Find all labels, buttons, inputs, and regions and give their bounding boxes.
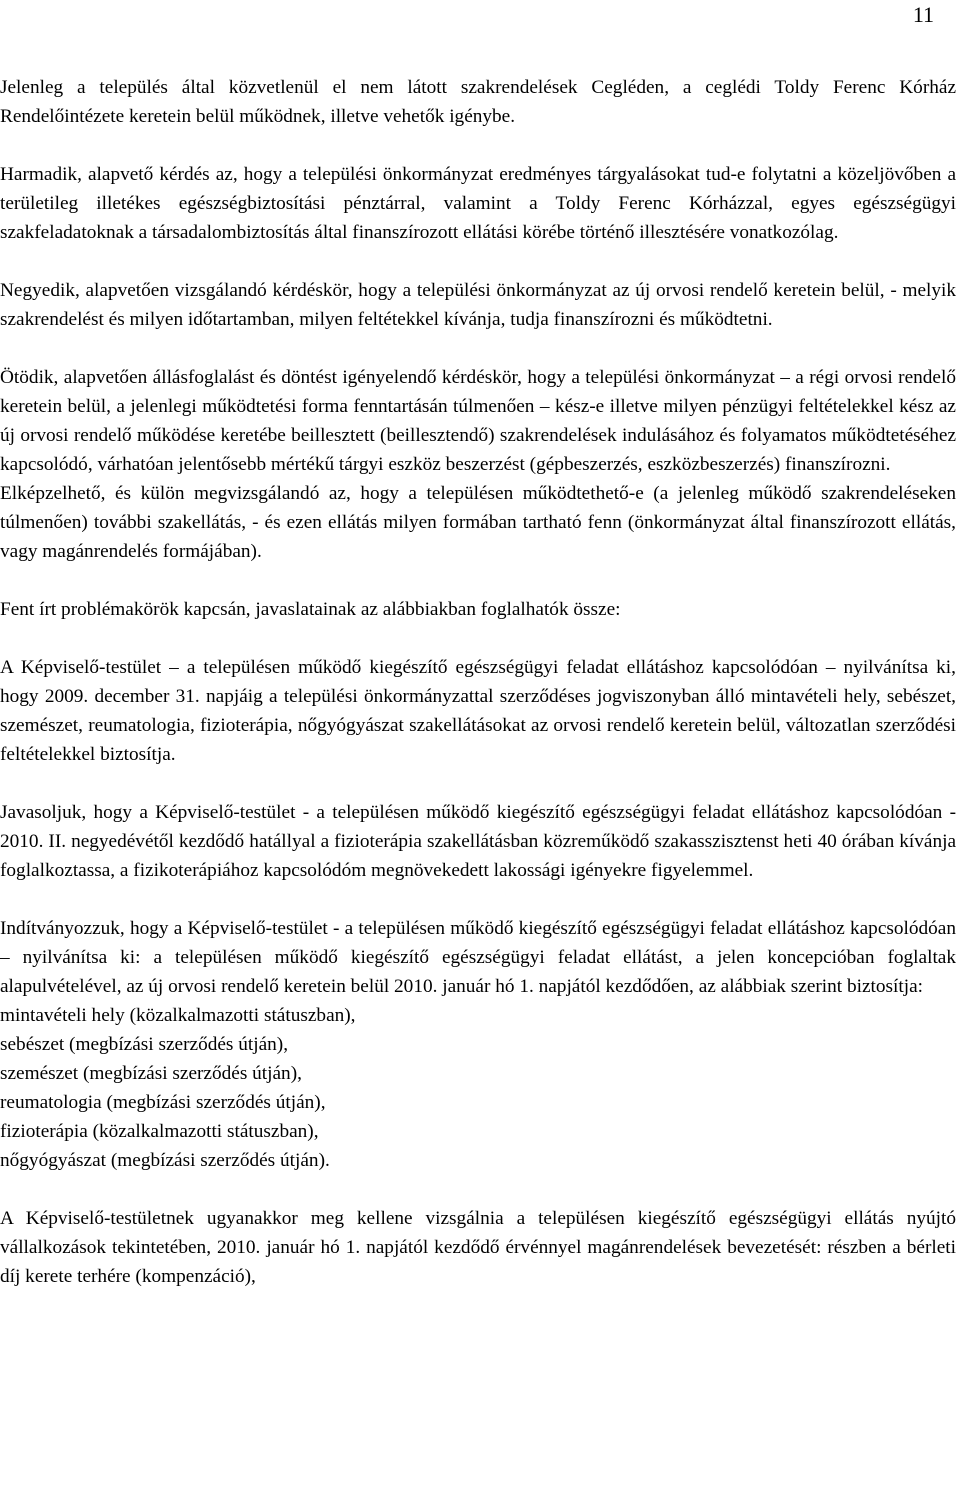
paragraph-private-practice: A Képviselő-testületnek ugyanakkor meg kellene vizsgálnia a településen kiegészítő egészségügyi ellátás nyújtó vállalkozások tekintetében, 2010. január hó 1. napjától kezdődő érvénnyel magánrendelések bevezetését: részben a bérleti díj kerete terhére (kompenzáció),: [0, 1208, 956, 1287]
paragraph-proposals-intro: Fent írt problémakörök kapcsán, javaslatainak az alábbiakban foglalhatók össze:: [0, 599, 621, 620]
list-item: fizioterápia (közalkalmazotti státuszban),: [0, 1121, 319, 1142]
paragraph-third-question: Harmadik, alapvető kérdés az, hogy a települési önkormányzat eredményes tárgyalásokat tud-e folytatni a közeljövőben a területileg illetékes egészségbiztosítási pénztárral, valamint a Toldy Ferenc Kórházzal, egyes egészségügyi szakfeladatoknak a társadalombiztosítás által finanszírozott ellátási körébe történő illesztésére vonatkozólag.: [0, 164, 956, 243]
paragraph-proposal-2010: Indítványozzuk, hogy a Képviselő-testület - a településen működő kiegészítő egészségügyi feladat ellátáshoz kapcsolódóan – nyilvánítsa ki: a településen működő kiegészítő egészségügyi feladat ellátást, a jelen koncepcióban foglaltak alapulvételével, az új orvosi rendelő keretein belül 2010. január hó 1. napjától kezdődően, az alábbiak szerint biztosítja:: [0, 918, 956, 997]
list-item: nőgyógyászat (megbízási szerződés útján).: [0, 1150, 330, 1171]
page-number: 11: [912, 2, 934, 27]
list-item: reumatologia (megbízási szerződés útján),: [0, 1092, 326, 1113]
list-item: szemészet (megbízási szerződés útján),: [0, 1063, 302, 1084]
paragraph-current-services: Jelenleg a település által közvetlenül el nem látott szakrendelések Cegléden, a ceglédi Toldy Ferenc Kórház Rendelőintézete keretein belül működnek, illetve vehetők igénybe.: [0, 77, 956, 127]
paragraph-additional-care: Elképzelhető, és külön megvizsgálandó az, hogy a településen működtethető-e (a jelenleg működő szakrendeléseken túlmenően) további szakellátás, - és ezen ellátás milyen formában tartható fenn (önkormányzat által finanszírozott ellátás, vagy magánrendelés formájában).: [0, 483, 956, 562]
list-item: sebészet (megbízási szerződés útján),: [0, 1034, 289, 1055]
paragraph-proposal-2009: A Képviselő-testület – a településen működő kiegészítő egészségügyi feladat ellátáshoz kapcsolódóan – nyilvánítsa ki, hogy 2009. december 31. napjáig a települési önkormányzattal szerződéses jogviszonyban álló mintavételi hely, sebészet, szemészet, reumatologia, fizioterápia, nőgyógyászat szakellátásokat az orvosi rendelő keretein belül, változatlan szerződési feltételekkel biztosítja.: [0, 657, 956, 765]
list-item: mintavételi hely (közalkalmazotti státuszban),: [0, 1005, 356, 1026]
services-list: [0, 1001, 956, 1175]
paragraph-proposal-physiotherapy: Javasoljuk, hogy a Képviselő-testület - a településen működő kiegészítő egészségügyi feladat ellátáshoz kapcsolódóan - 2010. II. negyedévétől kezdődő hatállyal a fizioterápia szakellátásban közreműködő szakasszisztenst heti 40 órában kívánja foglalkoztassa, a fizikoterápiához kapcsolódóm megnövekedett lakossági igényekre figyelemmel.: [0, 802, 956, 881]
paragraph-fourth-question: Negyedik, alapvetően vizsgálandó kérdéskör, hogy a települési önkormányzat az új orvosi rendelő keretein belül, - melyik szakrendelést és milyen időtartamban, milyen feltétekkel kívánja, tudja finanszírozni és működtetni.: [0, 280, 956, 330]
paragraph-fifth-question: Ötödik, alapvetően állásfoglalást és döntést igényelendő kérdéskör, hogy a települési önkormányzat – a régi orvosi rendelő keretein belül, a jelenlegi működtetési forma fenntartásán túlmenően – kész-e illetve milyen pénzügyi feltételekkel kész az új orvosi rendelő működése keretébe beillesztett (beillesztendő) szakrendelések indulásához és folyamatos működtetéséhez kapcsolódó, várhatóan jelentősebb mértékű tárgyi eszköz beszerzést (gépbeszerzés, eszközbeszerzés) finanszírozni.: [0, 367, 956, 475]
document-body: [0, 73, 956, 1291]
